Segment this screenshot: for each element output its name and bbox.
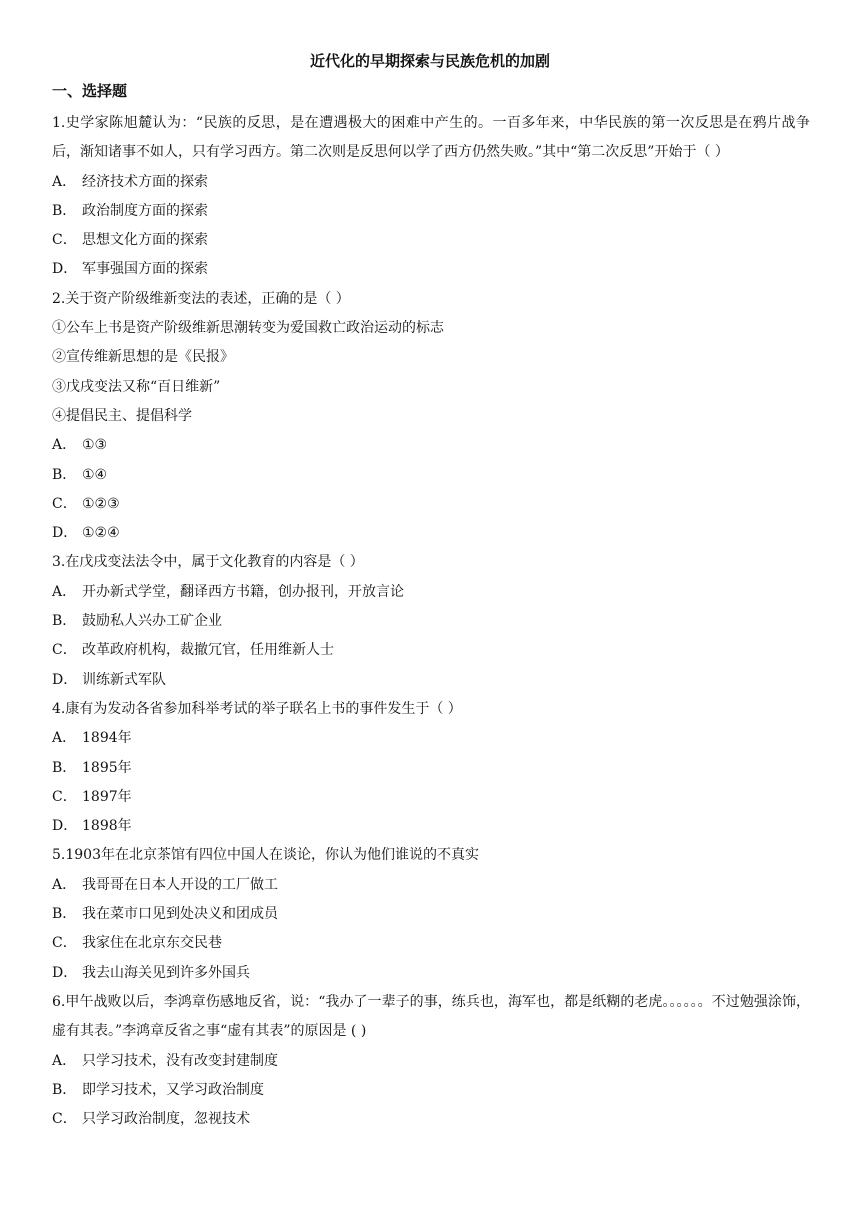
option-c[interactable]	[52, 1105, 810, 1134]
question-3	[52, 548, 810, 694]
option-text: 1898年	[82, 818, 132, 835]
question-list	[52, 109, 810, 1134]
question-stem: 5.1903年在北京茶馆有四位中国人在谈论，你认为他们谁说的不真实	[52, 847, 479, 864]
option-label: B．	[52, 202, 77, 219]
option-c[interactable]	[52, 636, 810, 665]
option-text: ①③	[82, 437, 108, 454]
option-text: 我家住在北京东交民巷	[82, 935, 222, 952]
option-text: 训练新式军队	[82, 671, 166, 688]
option-d[interactable]	[52, 519, 810, 548]
option-a[interactable]	[52, 1047, 810, 1076]
option-text: ①②④	[82, 525, 120, 542]
statement-4: ④提倡民主、提倡科学	[52, 407, 192, 424]
statement-3: ③戊戌变法又称“百日维新”	[52, 378, 221, 395]
question-6	[52, 988, 810, 1134]
question-4	[52, 695, 810, 841]
option-text: 我去山海关见到许多外国兵	[82, 964, 250, 981]
option-b[interactable]	[52, 900, 810, 929]
option-text: 只学习技术，没有改变封建制度	[82, 1052, 278, 1069]
option-text: 只学习政治制度，忽视技术	[82, 1111, 250, 1128]
option-text: 改革政府机构，裁撤冗官，任用维新人士	[82, 642, 334, 659]
option-text: 思想文化方面的探索	[82, 232, 208, 249]
option-label: C．	[52, 788, 77, 805]
option-d[interactable]	[52, 666, 810, 695]
section-heading: 一、选择题	[52, 82, 128, 100]
option-d[interactable]	[52, 812, 810, 841]
option-label: C．	[52, 935, 77, 952]
question-2	[52, 285, 810, 549]
option-text: 经济技术方面的探索	[82, 173, 208, 190]
option-text: 即学习技术，又学习政治制度	[82, 1081, 264, 1098]
option-text: ①④	[82, 466, 108, 483]
option-label: D．	[52, 671, 78, 688]
option-text: 鼓励私人兴办工矿企业	[82, 613, 222, 630]
option-d[interactable]	[52, 959, 810, 988]
option-label: A．	[52, 876, 77, 893]
option-b[interactable]	[52, 461, 810, 490]
option-label: B．	[52, 1081, 77, 1098]
option-label: B．	[52, 613, 77, 630]
option-label: D．	[52, 261, 78, 278]
statement-2: ②宣传维新思想的是《民报》	[52, 349, 234, 366]
question-1	[52, 109, 810, 285]
option-text: 1895年	[82, 759, 132, 776]
option-label: A．	[52, 437, 77, 454]
option-c[interactable]	[52, 783, 810, 812]
option-text: 军事强国方面的探索	[82, 261, 208, 278]
question-stem: 3.在戊戌变法法令中，属于文化教育的内容是（ ）	[52, 554, 364, 571]
option-a[interactable]	[52, 578, 810, 607]
option-text: 我哥哥在日本人开设的工厂做工	[82, 876, 278, 893]
option-label: A．	[52, 583, 77, 600]
option-label: D．	[52, 818, 78, 835]
option-label: B．	[52, 759, 77, 776]
option-label: A．	[52, 173, 77, 190]
option-text: 政治制度方面的探索	[82, 202, 208, 219]
option-label: C．	[52, 232, 77, 249]
page-title: 近代化的早期探索与民族危机的加剧	[309, 52, 550, 70]
option-label: C．	[52, 642, 77, 659]
option-label: A．	[52, 1052, 77, 1069]
option-label: D．	[52, 964, 78, 981]
question-5	[52, 841, 810, 987]
option-a[interactable]	[52, 724, 810, 753]
option-b[interactable]	[52, 197, 810, 226]
option-label: C．	[52, 1111, 77, 1128]
option-label: C．	[52, 495, 77, 512]
option-label: B．	[52, 906, 77, 923]
option-label: B．	[52, 466, 77, 483]
option-a[interactable]	[52, 431, 810, 460]
option-text: ①②③	[82, 495, 120, 512]
option-text: 我在菜市口见到处决义和团成员	[82, 906, 278, 923]
question-stem: 1.史学家陈旭麓认为：“民族的反思，是在遭遇极大的困难中产生的。一百多年来，中华民族的第一次反思是在鸦片战争后，渐知诸事不如人，只有学习西方。第二次则是反思何以学了西方仍然失败。”其中“第二次反思”开始于（ ）	[52, 115, 810, 161]
option-b[interactable]	[52, 1076, 810, 1105]
option-c[interactable]	[52, 226, 810, 255]
option-b[interactable]	[52, 607, 810, 636]
option-label: D．	[52, 525, 78, 542]
option-text: 开办新式学堂，翻译西方书籍，创办报刊，开放言论	[82, 583, 404, 600]
question-stem: 4.康有为发动各省参加科举考试的举子联名上书的事件发生于（ ）	[52, 700, 462, 717]
option-d[interactable]	[52, 255, 810, 284]
option-text: 1897年	[82, 788, 132, 805]
option-c[interactable]	[52, 929, 810, 958]
option-c[interactable]	[52, 490, 810, 519]
option-text: 1894年	[82, 730, 132, 747]
question-stem: 2.关于资产阶级维新变法的表述，正确的是（ ）	[52, 290, 350, 307]
option-a[interactable]	[52, 168, 810, 197]
option-b[interactable]	[52, 754, 810, 783]
question-stem: 6.甲午战败以后，李鸿章伤感地反省，说：“我办了一辈子的事，练兵也，海军也，都是纸糊的老虎。。。。。。不过勉强涂饰，虚有其表。”李鸿章反省之事“虚有其表”的原因是 ( )	[52, 993, 810, 1040]
option-a[interactable]	[52, 871, 810, 900]
statement-1: ①公车上书是资产阶级维新思潮转变为爱国救亡政治运动的标志	[52, 320, 444, 337]
option-label: A．	[52, 730, 77, 747]
